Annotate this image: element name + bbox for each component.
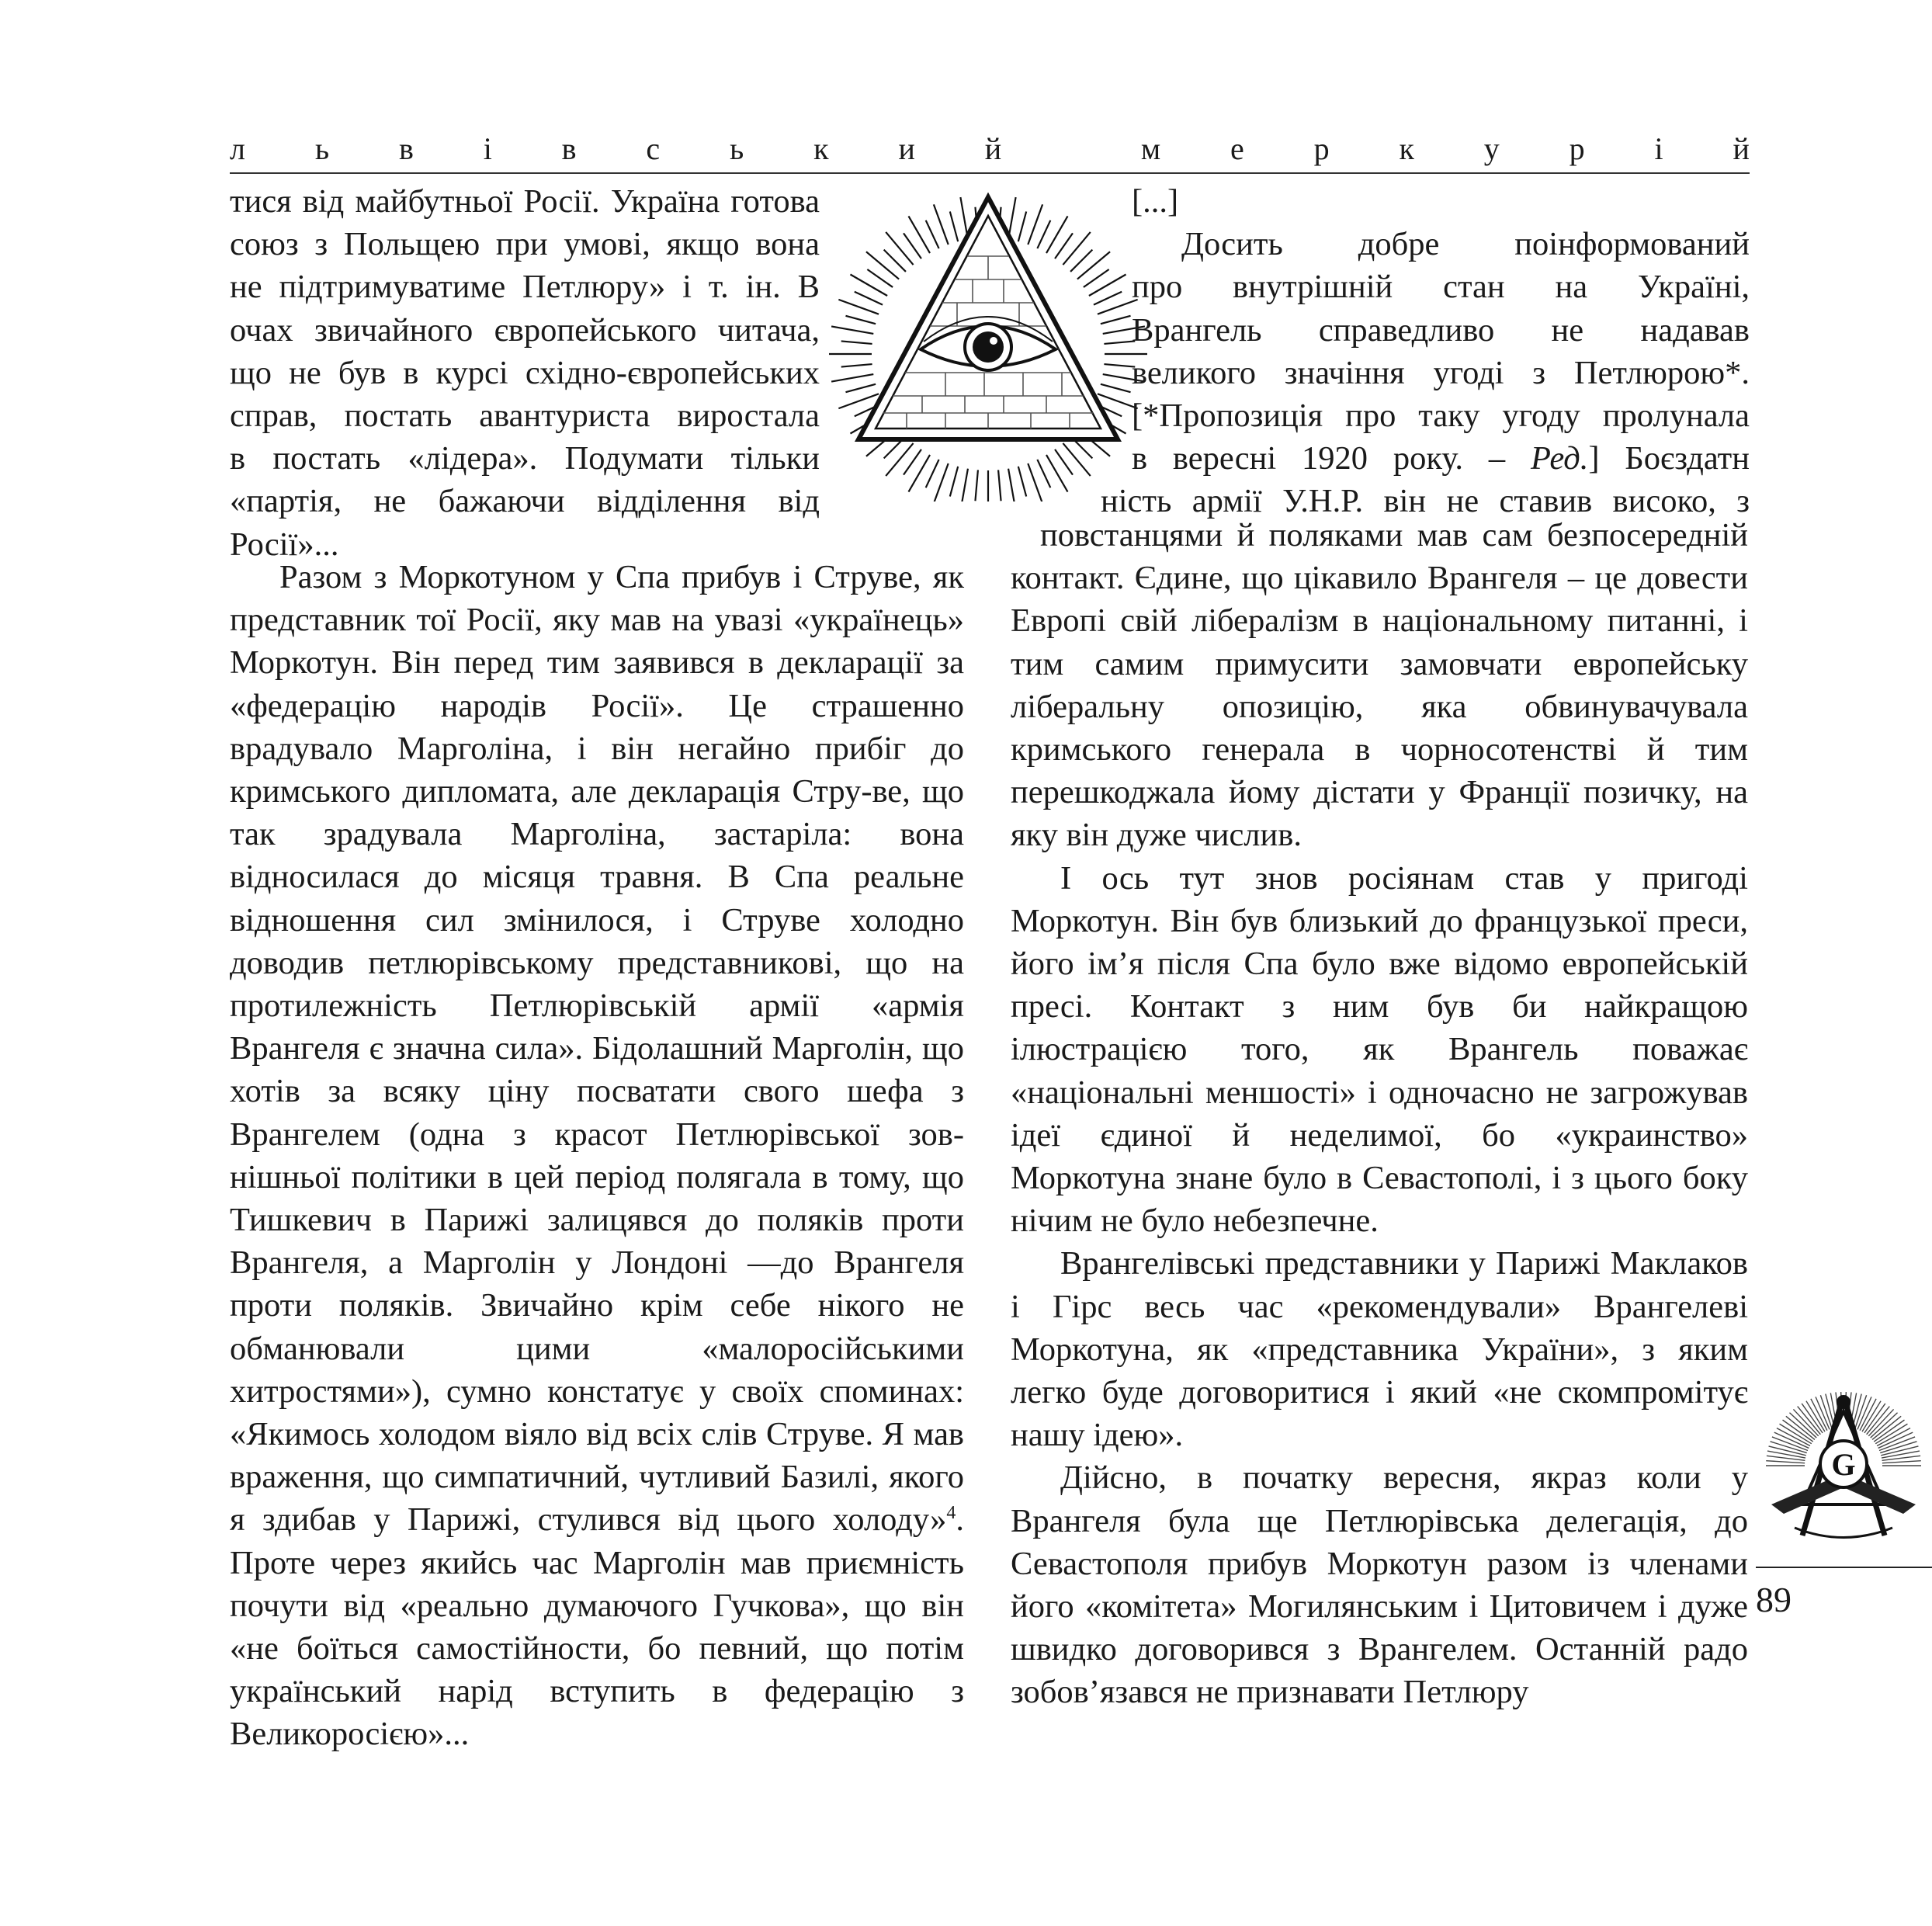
editor-note: Ред. — [1531, 440, 1589, 477]
left-column-top — [230, 180, 820, 566]
ray — [1055, 233, 1073, 259]
ray — [1864, 1404, 1885, 1433]
ray — [886, 232, 913, 265]
ray — [1875, 1424, 1907, 1443]
text-line: що не був в курсі східно-європейських — [230, 354, 820, 391]
header-letter: й — [984, 131, 1002, 166]
header-letter: ь — [314, 131, 330, 166]
ray — [1018, 467, 1026, 497]
right-column-main — [1011, 514, 1748, 1714]
ray — [950, 467, 958, 497]
ray — [1037, 220, 1050, 248]
paragraph-text: . Проте через якийсь час Марголін мав приємність почути від «реально думаючого Гучкова», що він «не боїться самостійности, бо певний, що потім український нарід вступить в федерацію з Великоросією»... — [230, 1501, 964, 1753]
paragraph-text: Разом з Моркотуном у Спа прибув і Струве, як представник тої Росії, яку мав на увазі «українець» Моркотун. Він перед тим заявився в декларації за «федерацію народів Росії». Це страшенно врадувало Марголіна, і він негайно прибіг до кримського дипломата, але декларація Стру-ве, що так зрадувала Марголіна, застаріла: вона відносилася до місяця травня. В Спа реальне відношення сил змінилося, і Струве холодно доводив петлюрівському представникові, що на протилежність Петлюрівській армії «армія Врангеля є значна сила». Бідолашний Марголін, що хотів за всяку ціну посватати свого шефа з Врангелем (одна з красот Петлюрівської зов-нішньої політики в цей період полягала в тому, що Тишкевич в Парижі залицявся до поляків проти Врангеля, а Марголін у Лондоні —до Врангеля проти поляків. Звичайно крім себе нікого не обманювали цими «малоросійськими хитростями»), сумно констатує у своїх споминах: «Якимось холодом віяло від всіх слів Струве. Я мав враження, що симпатичний, чутливий Базилі, якого я здибав у Парижі, стулився від цього холоду» — [230, 559, 964, 1539]
header-letter: в — [561, 131, 577, 166]
text-line: Росії»... — [230, 526, 339, 563]
header-letter: у — [1483, 131, 1500, 166]
ray — [1094, 292, 1122, 305]
ray — [950, 211, 958, 241]
header-letter: к — [813, 131, 829, 166]
ray — [926, 460, 939, 488]
ray — [1063, 443, 1090, 476]
folio-rule — [1756, 1567, 1932, 1568]
mason-letter: G — [1831, 1447, 1856, 1482]
header-letter: м — [1140, 131, 1161, 166]
ray — [855, 292, 883, 305]
text-line: в постать «лідера». Подумати тільки — [230, 440, 820, 477]
text-line: ність армії У.Н.Р. він не ставив високо, з — [1101, 483, 1750, 520]
ray — [838, 394, 879, 408]
ray — [1877, 1428, 1910, 1446]
ray — [1084, 269, 1109, 287]
ray — [1018, 211, 1026, 241]
ray — [831, 326, 873, 334]
text-line: союз з Польщею при умові, якщо вона — [230, 226, 820, 263]
header-letter: р — [1569, 131, 1585, 166]
header-letter: с — [646, 131, 661, 166]
ray — [1055, 449, 1073, 475]
ray — [845, 384, 876, 392]
ray — [1780, 1424, 1812, 1443]
footnote-text: в вересні 1920 року. – — [1132, 440, 1531, 477]
ray — [1104, 364, 1135, 366]
ray — [904, 233, 921, 259]
paragraph: Дійсно, в початку вересня, якраз коли у Врангеля була ще Петлюрівська делегація, до Севастополя прибув Моркотун разом із членами його «комітета» Могилянським і Цитовичем і дуже швидко договорився з Врангелем. Останній радо зобов’язався не признавати Петлюру — [1011, 1459, 1748, 1711]
header-letter: в — [398, 131, 414, 166]
ray — [1766, 1461, 1805, 1463]
text-line: справ, постать авантуриста виростала — [230, 397, 820, 435]
ray — [1862, 1401, 1881, 1431]
paragraph: повстанцями й поляками мав сам безпосередній контакт. Єдине, що цікавило Врангеля – це довести Европі свій лібералізм в національному питанні, і тим самим примусити замовчати европейську ліберальну опозицію, яка обвинувачувала кримського генерала в чорносотенстві й тим перешкоджала йому дістати у Франції позичку, на яку він дуже числив. — [1011, 517, 1748, 854]
square-and-compass-icon — [1756, 1388, 1931, 1559]
footnote-text: ] Боєздатн — [1588, 440, 1750, 477]
ray — [1077, 252, 1110, 279]
text-line: Врангель справедливо не надавав — [1132, 311, 1750, 349]
ray — [841, 341, 872, 343]
ray — [1104, 341, 1135, 343]
text-line: [...] — [1132, 183, 1179, 220]
ray — [926, 220, 939, 248]
header-letter: е — [1230, 131, 1244, 166]
footnote-line: [*Пропозиція про таку угоду пролунала — [1132, 397, 1750, 435]
text-line: «партія, не бажаючи відділення від — [230, 483, 820, 520]
ray — [866, 252, 899, 279]
ray — [1777, 1428, 1810, 1446]
header-letter: ь — [730, 131, 744, 166]
paragraph — [230, 556, 964, 1756]
right-column-top — [1101, 180, 1750, 523]
ray — [841, 364, 872, 366]
footnote-ref: 4 — [946, 1503, 956, 1524]
ray — [1008, 469, 1016, 501]
ray — [845, 316, 876, 324]
ray — [1101, 384, 1131, 392]
header-letter: и — [898, 131, 915, 166]
ray — [904, 449, 921, 475]
header-letter: л — [230, 131, 245, 166]
ray — [960, 469, 968, 501]
ray — [1806, 1401, 1825, 1431]
header-letter: і — [1654, 131, 1663, 166]
ray — [998, 470, 1001, 501]
ray — [886, 443, 913, 476]
ray — [1101, 316, 1131, 324]
paragraph: І ось тут знов росіянам став у пригоді Моркотун. Він був близький до французької преси, його ім’я після Спа було вже відомо европейській пресі. Контакт з ним був би найкращою ілюстрацією того, як Врангель поважає «національні меншості» і одночасно не загрожував ідеї єдиної й неделимої, бо «украинство» Моркотуна знане було в Севастополі, і з цього боку нічим не було небезпечне. — [1011, 859, 1748, 1240]
ray — [838, 300, 879, 314]
paragraph: Врангелівські представники у Парижі Маклаков і Гірс весь час «рекомендували» Врангелеві Моркотуна, як «представника України», з яким легко буде договоритися і який «не скомпромітує нашу ідею». — [1011, 1245, 1748, 1454]
text-line: тися від майбутньої Росії. Україна готова — [230, 183, 820, 220]
header-letter: р — [1313, 131, 1330, 166]
ray — [1063, 232, 1090, 265]
header-letter: к — [1399, 131, 1414, 166]
footnote-line — [1132, 437, 1750, 480]
text-line: Досить добре поінформований — [1181, 226, 1750, 263]
page-number: 89 — [1756, 1580, 1792, 1619]
ray — [1882, 1461, 1921, 1463]
ray — [1028, 204, 1042, 245]
header-letter: і — [483, 131, 492, 166]
eye-of-providence-icon — [829, 175, 1147, 501]
text-line: про внутрішній стан на Україні, — [1132, 269, 1750, 306]
ray — [934, 463, 949, 501]
header-rule — [230, 172, 1750, 174]
text-line: очах звичайного європейського читача, — [230, 311, 820, 349]
ray — [867, 269, 893, 287]
ray — [975, 470, 977, 501]
header-letter: й — [1733, 131, 1750, 166]
ray — [1802, 1404, 1823, 1433]
ray — [831, 374, 873, 382]
text-line: не підтримуватиме Петлюру» і т. ін. В — [230, 269, 820, 306]
running-header — [230, 130, 1750, 167]
ray — [1028, 463, 1042, 501]
ray — [934, 204, 949, 245]
text-line: великого значіння угоді з Петлюрою*. — [1132, 354, 1750, 391]
ray — [1037, 460, 1050, 488]
left-column-main — [230, 556, 964, 1756]
